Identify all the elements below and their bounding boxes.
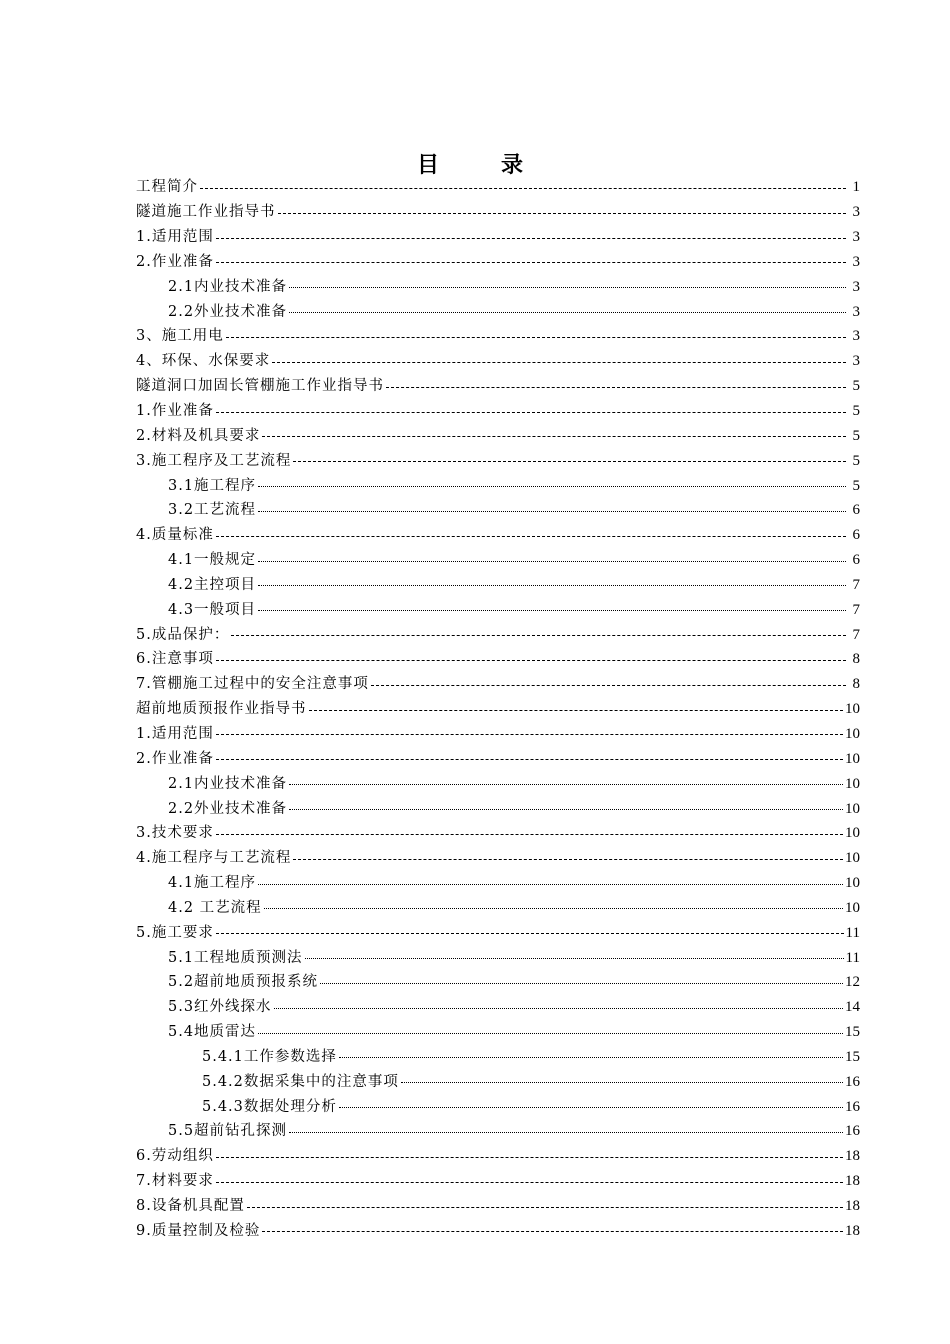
toc-entry[interactable] [136,1169,860,1194]
toc-entry-page-number: 5 [852,403,860,420]
toc-entry-page-number: 10 [845,825,860,842]
toc-entry-page-number: 3 [852,229,860,246]
toc-entry-page-number: 3 [852,253,860,270]
toc-entry-page-number: 8 [852,651,860,668]
toc-entry-text[interactable]: 2.2外业技术准备 [168,800,288,817]
toc-dot-leader [216,238,846,239]
toc-entry-page-number: 15 [845,1048,860,1065]
toc-entry[interactable] [136,647,860,672]
toc-dot-leader [262,1231,843,1232]
toc-entry-page-number: 3 [852,353,860,370]
toc-dot-leader [274,1008,843,1009]
toc-entry-text[interactable]: 4.质量标准 [136,527,214,544]
toc-entry-text[interactable]: 2.材料及机具要求 [136,427,261,444]
toc-dot-leader [289,784,843,785]
toc-entry[interactable] [136,597,860,622]
toc-entry[interactable] [136,299,860,324]
toc-entry-text[interactable]: 4.2 工艺流程 [168,899,262,916]
toc-entry[interactable] [136,423,860,448]
toc-entry[interactable] [136,622,860,647]
toc-entry-page-number: 15 [845,1024,860,1041]
toc-dot-leader [258,1033,843,1034]
toc-entry[interactable] [136,995,860,1020]
toc-entry-page-number: 3 [852,303,860,320]
toc-entry-text[interactable]: 2.作业准备 [136,750,214,767]
toc-entry[interactable] [136,1144,860,1169]
toc-entry-text[interactable]: 3.施工程序及工艺流程 [136,452,292,469]
toc-entry-page-number: 5 [852,378,860,395]
toc-entry-page-number: 6 [852,552,860,569]
toc-dot-leader [216,262,846,263]
toc-dot-leader [216,412,846,413]
toc-dot-leader [386,387,846,388]
toc-entry-text[interactable]: 工程简介 [136,179,198,196]
toc-dot-leader [339,1057,843,1058]
toc-dot-leader [371,685,846,686]
toc-entry-page-number: 10 [845,899,860,916]
toc-entry-text[interactable]: 2.2外业技术准备 [168,303,288,320]
toc-entry[interactable] [136,945,860,970]
toc-dot-leader [309,710,844,711]
toc-entry-text[interactable]: 7.管棚施工过程中的安全注意事项 [136,676,369,693]
toc-entry[interactable] [136,672,860,697]
toc-entry-text[interactable]: 8.设备机具配置 [136,1198,245,1215]
toc-entry[interactable] [136,324,860,349]
toc-entry-text[interactable]: 2.作业准备 [136,253,214,270]
toc-entry[interactable] [136,821,860,846]
toc-entry-page-number: 11 [845,924,860,941]
toc-entry-page-number: 10 [845,701,860,718]
toc-entry[interactable] [136,200,860,225]
toc-entry-text[interactable]: 隧道洞口加固长管棚施工作业指导书 [136,378,384,395]
toc-entry[interactable] [136,1020,860,1045]
toc-entry[interactable] [136,871,860,896]
toc-entry-text[interactable]: 7.材料要求 [136,1173,214,1190]
toc-entry-page-number: 8 [852,676,860,693]
toc-entry-page-number: 5 [852,452,860,469]
toc-dot-leader [200,188,846,189]
toc-entry-text[interactable]: 1.适用范围 [136,725,214,742]
toc-entry-text[interactable]: 2.1内业技术准备 [168,775,288,792]
toc-entry[interactable] [136,175,860,200]
toc-entry-page-number: 10 [845,800,860,817]
toc-dot-leader [258,585,846,586]
toc-entry-text[interactable]: 5.2超前地质预报系统 [168,974,319,991]
toc-entry-text[interactable]: 1.适用范围 [136,229,214,246]
toc-entry-page-number: 6 [852,502,860,519]
toc-entry[interactable] [136,1094,860,1119]
toc-entry-page-number: 1 [852,179,860,196]
toc-entry[interactable] [136,374,860,399]
toc-entry-text[interactable]: 2.1内业技术准备 [168,278,288,295]
toc-entry[interactable] [136,970,860,995]
toc-entry-text[interactable]: 5.5超前钻孔探测 [168,1123,288,1140]
toc-entry-text[interactable]: 4.1一般规定 [168,552,257,569]
toc-entry-page-number: 10 [845,875,860,892]
toc-dot-leader [401,1082,843,1083]
toc-entry-page-number: 16 [845,1123,860,1140]
toc-entry-text[interactable]: 超前地质预报作业指导书 [136,701,307,718]
toc-entry-text[interactable]: 5.4.3数据处理分析 [202,1098,337,1115]
toc-dot-leader [293,859,843,860]
toc-entry[interactable] [136,722,860,747]
toc-entry-page-number: 14 [845,999,860,1016]
toc-entry[interactable] [136,746,860,771]
toc-entry-text[interactable]: 9.质量控制及检验 [136,1222,261,1239]
toc-entry[interactable] [136,225,860,250]
toc-entry-page-number: 16 [845,1098,860,1115]
toc-entry-text[interactable]: 6.注意事项 [136,651,214,668]
toc-dot-leader [264,908,843,909]
toc-entry-text[interactable]: 5.4地质雷达 [168,1024,257,1041]
toc-entry-page-number: 16 [845,1073,860,1090]
toc-entry-text[interactable]: 3.技术要求 [136,825,214,842]
toc-entry-page-number: 3 [852,204,860,221]
toc-entry[interactable] [136,846,860,871]
toc-dot-leader [258,486,846,487]
toc-dot-leader [258,884,843,885]
toc-entry[interactable] [136,796,860,821]
toc-entry[interactable] [136,697,860,722]
toc-entry-page-number: 3 [852,328,860,345]
toc-entry-page-number: 5 [852,427,860,444]
toc-entry-page-number: 3 [852,278,860,295]
toc-list [136,175,860,1243]
toc-entry-text[interactable]: 5.4.1工作参数选择 [202,1048,337,1065]
toc-dot-leader [272,362,846,363]
toc-entry-page-number: 18 [845,1173,860,1190]
toc-dot-leader [216,759,843,760]
toc-entry[interactable] [136,1119,860,1144]
toc-entry-text[interactable]: 6.劳动组织 [136,1148,214,1165]
toc-entry-text[interactable]: 隧道施工作业指导书 [136,204,276,221]
toc-entry-page-number: 7 [852,626,860,643]
toc-entry-text[interactable]: 4、环保、水保要求 [136,353,271,370]
toc-dot-leader [258,610,846,611]
toc-dot-leader [216,834,843,835]
toc-entry-page-number: 10 [845,850,860,867]
toc-entry-text[interactable]: 3.1施工程序 [168,477,257,494]
toc-entry-text[interactable]: 3、施工用电 [136,328,224,345]
toc-dot-leader [231,635,846,636]
toc-dot-leader [216,536,846,537]
toc-dot-leader [216,734,843,735]
toc-dot-leader [216,660,846,661]
toc-dot-leader [216,1182,843,1183]
toc-dot-leader [262,436,846,437]
toc-entry[interactable] [136,498,860,523]
toc-entry-text[interactable]: 5.施工要求 [136,924,214,941]
toc-dot-leader [289,312,846,313]
toc-entry-text[interactable]: 4.2主控项目 [168,576,257,593]
toc-entry-page-number: 6 [852,527,860,544]
toc-entry[interactable] [136,1194,860,1219]
toc-entry[interactable] [136,274,860,299]
toc-entry-page-number: 7 [852,601,860,618]
toc-title-char-1: 目 [416,151,501,178]
toc-entry-page-number: 7 [852,576,860,593]
toc-entry[interactable] [136,399,860,424]
toc-entry[interactable] [136,895,860,920]
toc-entry[interactable] [136,573,860,598]
toc-entry[interactable] [136,448,860,473]
toc-entry-text[interactable]: 3.2工艺流程 [168,502,257,519]
toc-entry-text[interactable]: 4.施工程序与工艺流程 [136,850,292,867]
toc-dot-leader [289,809,843,810]
toc-entry-page-number: 18 [845,1222,860,1239]
toc-entry-page-number: 10 [845,775,860,792]
toc-entry-page-number: 18 [845,1198,860,1215]
toc-dot-leader [258,511,846,512]
toc-title-char-2: 录 [501,151,586,178]
toc-entry[interactable] [136,1069,860,1094]
toc-entry-page-number: 10 [845,725,860,742]
toc-entry[interactable] [136,250,860,275]
toc-dot-leader [258,561,846,562]
toc-dot-leader [289,287,846,288]
toc-entry[interactable] [136,349,860,374]
toc-dot-leader [247,1207,843,1208]
toc-entry-text[interactable]: 5.成品保护： [136,626,230,643]
toc-dot-leader [289,1132,843,1133]
toc-dot-leader [293,461,846,462]
toc-dot-leader [226,337,846,338]
toc-dot-leader [216,1157,843,1158]
toc-entry-page-number: 12 [845,974,860,991]
toc-entry-text[interactable]: 5.1工程地质预测法 [168,949,303,966]
toc-entry-text[interactable]: 4.1施工程序 [168,875,257,892]
toc-entry[interactable] [136,548,860,573]
toc-dot-leader [320,983,843,984]
toc-dot-leader [278,213,847,214]
toc-dot-leader [216,933,844,934]
toc-entry-page-number: 10 [845,750,860,767]
toc-dot-leader [339,1107,843,1108]
toc-entry-page-number: 11 [845,949,860,966]
toc-entry[interactable] [136,920,860,945]
toc-entry-text[interactable]: 4.3一般项目 [168,601,257,618]
toc-dot-leader [305,958,844,959]
toc-entry-page-number: 18 [845,1148,860,1165]
toc-entry-page-number: 5 [852,477,860,494]
toc-entry-text[interactable]: 5.3红外线探水 [168,999,272,1016]
toc-entry-text[interactable]: 1.作业准备 [136,403,214,420]
toc-entry[interactable] [136,523,860,548]
toc-entry[interactable] [136,771,860,796]
toc-entry[interactable] [136,473,860,498]
toc-entry[interactable] [136,1045,860,1070]
toc-entry-text[interactable]: 5.4.2数据采集中的注意事项 [202,1073,399,1090]
toc-entry[interactable] [136,1218,860,1243]
